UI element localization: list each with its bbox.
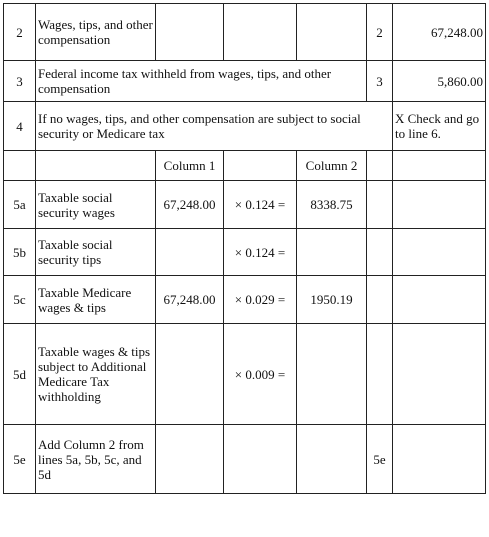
line-description: Wages, tips, and other compensation: [36, 4, 156, 61]
blank-cell: [4, 151, 36, 181]
line-description: Federal income tax withheld from wages, tips, and other compensation: [36, 61, 367, 102]
line-description: If no wages, tips, and other compensation are subject to social security or Medicare tax: [36, 102, 393, 151]
multiplier: × 0.124 =: [224, 181, 297, 229]
line-ref: 3: [367, 61, 393, 102]
line-number: 5c: [4, 276, 36, 324]
blank-cell: [367, 229, 393, 276]
column-1-value[interactable]: [156, 324, 224, 425]
blank-cell: [36, 151, 156, 181]
blank-cell: [367, 276, 393, 324]
line-5e-row: [4, 425, 486, 494]
column-1-value[interactable]: 67,248.00: [156, 181, 224, 229]
blank-cell: [367, 324, 393, 425]
blank-cell: [297, 425, 367, 494]
blank-cell: [393, 276, 486, 324]
wages-amount[interactable]: 67,248.00: [393, 4, 486, 61]
column-1-value[interactable]: [156, 229, 224, 276]
line-number: 2: [4, 4, 36, 61]
line-4-row: [4, 102, 486, 151]
line-number: 5e: [4, 425, 36, 494]
blank-cell: [156, 425, 224, 494]
line-description: Add Column 2 from lines 5a, 5b, 5c, and 5d: [36, 425, 156, 494]
line-description: Taxable social security tips: [36, 229, 156, 276]
federal-tax-withheld-amount[interactable]: 5,860.00: [393, 61, 486, 102]
line-5c-row: [4, 276, 486, 324]
line-ref: 2: [367, 4, 393, 61]
column-2-value[interactable]: 8338.75: [297, 181, 367, 229]
multiplier: × 0.009 =: [224, 324, 297, 425]
tax-form-page: [3, 3, 486, 494]
line-5d-row: [4, 324, 486, 425]
line-5b-row: [4, 229, 486, 276]
blank-cell: [393, 151, 486, 181]
column-2-value[interactable]: 1950.19: [297, 276, 367, 324]
line-number: 5a: [4, 181, 36, 229]
column-1-header: Column 1: [156, 151, 224, 181]
line-2-row: [4, 4, 486, 61]
column-2-total-amount[interactable]: [393, 425, 486, 494]
column-1-value[interactable]: 67,248.00: [156, 276, 224, 324]
line-ref: 5e: [367, 425, 393, 494]
line-number: 5d: [4, 324, 36, 425]
blank-cell: [224, 151, 297, 181]
line-number: 3: [4, 61, 36, 102]
multiplier-cell: [224, 4, 297, 61]
check-box-label[interactable]: X Check and go to line 6.: [393, 102, 486, 151]
column-2-header: Column 2: [297, 151, 367, 181]
blank-cell: [393, 181, 486, 229]
blank-cell: [393, 324, 486, 425]
column-1-cell[interactable]: [156, 4, 224, 61]
column-2-value[interactable]: [297, 229, 367, 276]
multiplier: × 0.029 =: [224, 276, 297, 324]
column-2-value[interactable]: [297, 324, 367, 425]
line-3-row: [4, 61, 486, 102]
multiplier: × 0.124 =: [224, 229, 297, 276]
line-5a-row: [4, 181, 486, 229]
line-description: Taxable wages & tips subject to Additional Medicare Tax withholding: [36, 324, 156, 425]
blank-cell: [367, 151, 393, 181]
blank-cell: [367, 181, 393, 229]
line-number: 5b: [4, 229, 36, 276]
line-description: Taxable social security wages: [36, 181, 156, 229]
blank-cell: [224, 425, 297, 494]
tax-form-table: [3, 3, 486, 494]
column-2-cell[interactable]: [297, 4, 367, 61]
line-description: Taxable Medicare wages & tips: [36, 276, 156, 324]
column-header-row: [4, 151, 486, 181]
line-number: 4: [4, 102, 36, 151]
blank-cell: [393, 229, 486, 276]
